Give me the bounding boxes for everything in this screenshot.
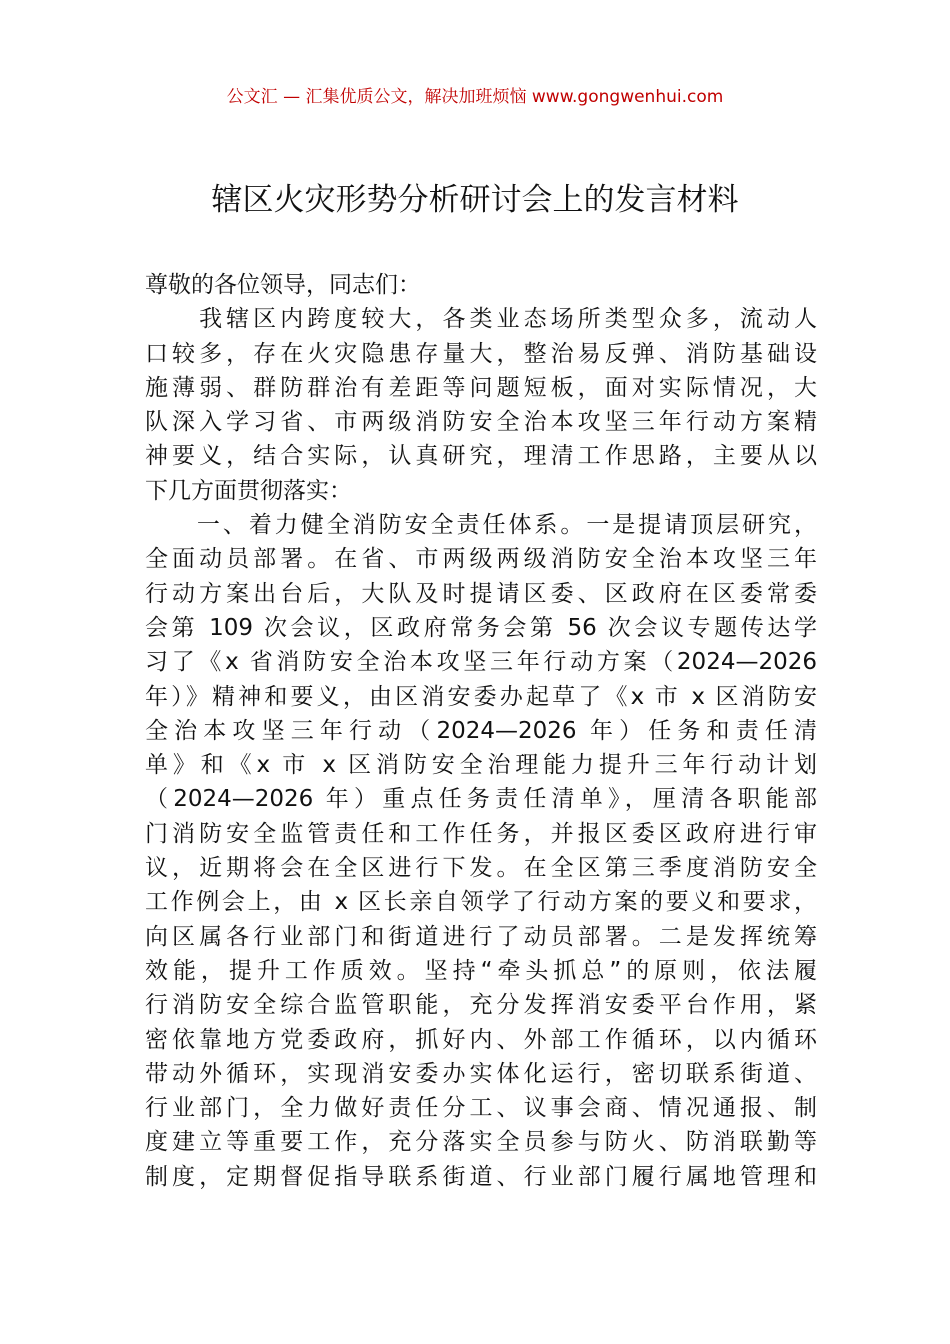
- body-line: 制度，定期督促指导联系街道、行业部门履行属地管理和: [145, 1163, 817, 1190]
- salutation: 尊敬的各位领导，同志们：: [145, 272, 421, 298]
- body-line: 习了《x 省消防安全治本攻坚三年行动方案（2024—2026: [145, 649, 817, 676]
- body-line: 行动方案出台后，大队及时提请区委、区政府在区委常委: [145, 580, 817, 607]
- body-line: 队深入学习省、市两级消防安全治本攻坚三年行动方案精: [145, 409, 817, 436]
- body-line: 度建立等重要工作，充分落实全员参与防火、防消联勤等: [145, 1129, 817, 1156]
- body-line: 全治本攻坚三年行动（2024—2026 年）任务和责任清: [145, 717, 817, 744]
- body-line: 会第 109 次会议，区政府常务会第 56 次会议专题传达学: [145, 614, 817, 641]
- body-line: 全面动员部署。在省、市两级两级消防安全治本攻坚三年: [145, 546, 817, 573]
- document-body: [145, 268, 817, 1194]
- body-line: 施薄弱、群防群治有差距等问题短板，面对实际情况，大: [145, 374, 817, 401]
- body-line: 工作例会上，由 x 区长亲自领学了行动方案的要义和要求，: [145, 889, 817, 916]
- body-line: 下几方面贯彻落实：: [145, 477, 352, 504]
- body-line: 向区属各行业部门和街道进行了动员部署。二是发挥统筹: [145, 923, 817, 950]
- body-line: 行业部门，全力做好责任分工、议事会商、情况通报、制: [145, 1095, 817, 1122]
- body-line: 一、着力健全消防安全责任体系。一是提请顶层研究，: [145, 512, 817, 539]
- body-line: 带动外循环，实现消安委办实体化运行，密切联系街道、: [145, 1060, 817, 1087]
- body-line: （2024—2026 年）重点任务责任清单》，厘清各职能部: [145, 786, 817, 813]
- body-line: 神要义，结合实际，认真研究，理清工作思路，主要从以: [145, 443, 817, 470]
- body-line: 口较多，存在火灾隐患存量大，整治易反弹、消防基础设: [145, 340, 817, 367]
- document-title: 辖区火灾形势分析研讨会上的发言材料: [211, 182, 739, 218]
- body-line: 年）》精神和要义，由区消安委办起草了《x 市 x 区消防安: [145, 683, 817, 710]
- body-line: 我辖区内跨度较大，各类业态场所类型众多，流动人: [145, 306, 817, 333]
- body-line: 议，近期将会在全区进行下发。在全区第三季度消防安全: [145, 855, 817, 882]
- body-line: 门消防安全监管责任和工作任务，并报区委区政府进行审: [145, 820, 817, 847]
- body-line: 效能，提升工作质效。坚持“牵头抓总”的原则，依法履: [145, 957, 817, 984]
- body-line: 单》和《x 市 x 区消防安全治理能力提升三年行动计划: [145, 752, 817, 779]
- body-line: 行消防安全综合监管职能，充分发挥消安委平台作用，紧: [145, 992, 817, 1019]
- body-line: 密依靠地方党委政府，抓好内、外部工作循环，以内循环: [145, 1026, 817, 1053]
- site-banner: 公文汇 — 汇集优质公文，解决加班烦恼 www.gongwenhui.com: [226, 87, 724, 107]
